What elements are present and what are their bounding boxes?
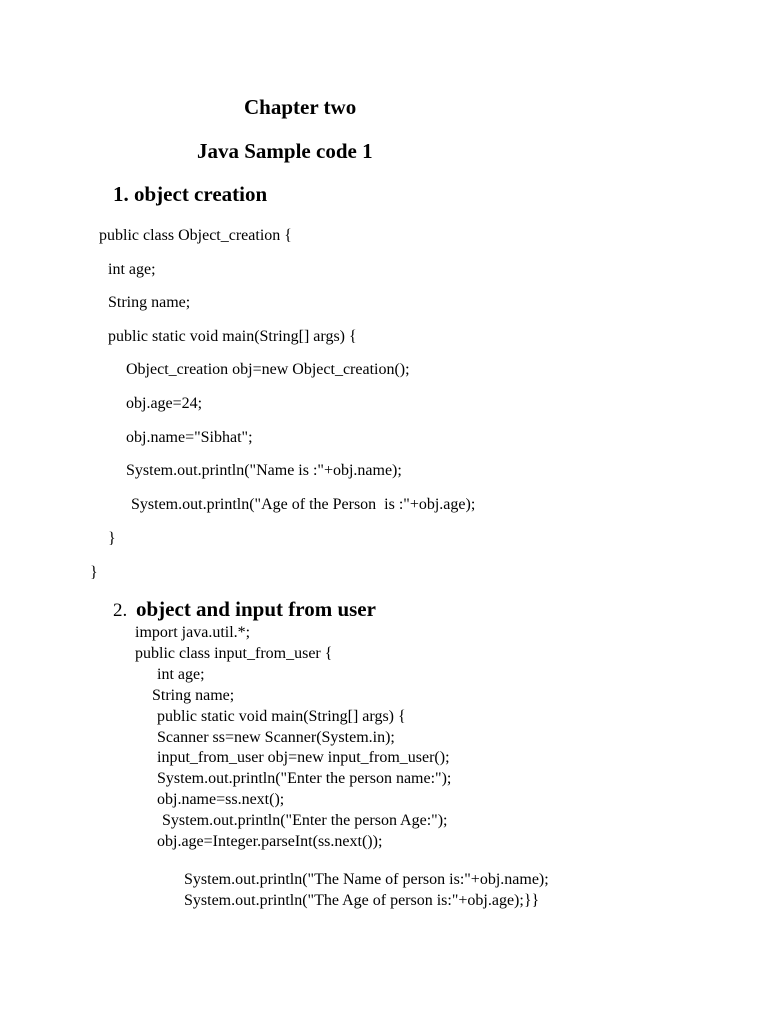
code-line: obj.age=24; xyxy=(126,395,203,412)
code-line: obj.age=Integer.parseInt(ss.next()); xyxy=(157,833,383,850)
code-line: System.out.println("The Age of person is:"+obj.age);}} xyxy=(184,892,540,909)
code-line: obj.name="Sibhat"; xyxy=(126,429,253,446)
code-line: obj.name=ss.next(); xyxy=(157,791,285,808)
code-line: int age; xyxy=(108,261,156,278)
code-line: public static void main(String[] args) { xyxy=(157,708,406,725)
section2-number: 2. xyxy=(113,600,128,621)
code-line: String name; xyxy=(152,687,235,704)
code-line: System.out.println("Enter the person name:"); xyxy=(157,770,452,787)
section1-heading: 1. object creation xyxy=(113,182,268,206)
code-line: Object_creation obj=new Object_creation(); xyxy=(126,361,410,378)
code-line: public class input_from_user { xyxy=(135,645,333,662)
code-line: System.out.println("The Name of person is:"+obj.name); xyxy=(184,871,549,888)
code-line: String name; xyxy=(108,294,191,311)
code-line: input_from_user obj=new input_from_user(); xyxy=(157,749,450,766)
code-line: System.out.println("Enter the person Age:"); xyxy=(162,812,448,829)
code-line: import java.util.*; xyxy=(135,624,251,641)
section2-heading: object and input from user xyxy=(136,597,376,621)
code-line: int age; xyxy=(157,666,205,683)
code-line: public class Object_creation { xyxy=(99,227,292,244)
code-line: } xyxy=(90,564,98,581)
code-line: System.out.println("Name is :"+obj.name); xyxy=(126,462,402,479)
code-line: Scanner ss=new Scanner(System.in); xyxy=(157,729,395,746)
code-line: } xyxy=(108,530,116,547)
chapter-title: Chapter two xyxy=(244,95,357,119)
code-line: public static void main(String[] args) { xyxy=(108,328,357,345)
subtitle: Java Sample code 1 xyxy=(197,139,373,163)
code-line: System.out.println("Age of the Person is :"+obj.age); xyxy=(131,496,476,513)
